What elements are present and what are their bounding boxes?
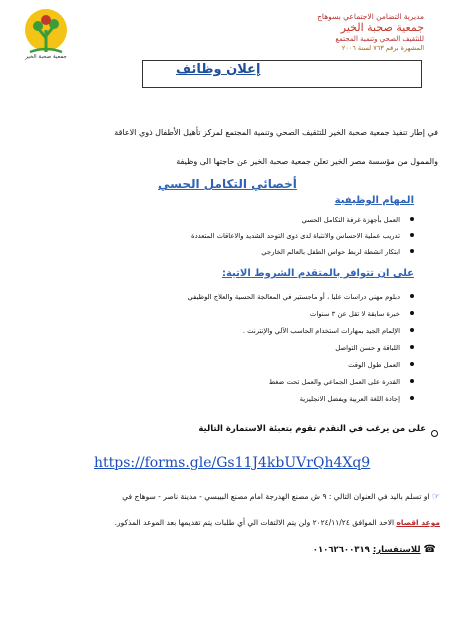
intro-line-2: والممول من مؤسسة مصر الخير تعلن جمعية صحبة الخير عن حاجتها الى وظيفة xyxy=(176,157,438,166)
contact-label: للاستفسار: xyxy=(372,545,421,555)
bullet-icon xyxy=(410,345,414,349)
registration-number: المشهرة برقم ٧٦٣ لسنة ٢٠٠٦ xyxy=(341,43,424,52)
ministry-line: مديرية التضامن الاجتماعي بسوهاج xyxy=(317,12,424,21)
list-item: اللباقة و حسن التواصل xyxy=(188,344,415,352)
bullet-icon xyxy=(410,294,414,298)
duties-heading: المهام الوظيفية xyxy=(334,195,414,206)
circle-bullet-icon xyxy=(431,430,438,437)
address-text: او تسلم باليد في العنوان التالي : ٩ ش مصنع الهدرجة امام مصنع البيبسي - مدينة ناصر - سوهاج في xyxy=(122,492,430,501)
list-item: خبرة سابقة لا تقل عن ٣ سنوات xyxy=(188,310,415,318)
bullet-icon xyxy=(410,362,414,366)
list-item: العمل طول الوقت xyxy=(188,361,415,369)
bullet-icon xyxy=(410,328,414,332)
address-line xyxy=(10,492,440,502)
organization-name: جمعية صحبة الخير xyxy=(340,21,424,35)
deadline-text: الاحد الموافق ٢٠٢٤/١١/٢٤ ولن يتم الالتفات الي أي طلبات يتم تقديمها بعد الموعد المذكور. xyxy=(114,518,395,527)
bullet-icon xyxy=(410,379,414,383)
job-title: أخصائي التكامل الحسي xyxy=(158,177,297,191)
intro-line-1: في إطار تنفيذ جمعية صحبة الخير للتثقيف الصحي وتنمية المجتمع لمركز تأهيل الأطفال ذوي الاعاقة xyxy=(114,128,438,137)
requirements-list xyxy=(188,293,415,403)
bullet-icon xyxy=(410,233,414,237)
contact-line xyxy=(313,544,436,555)
list-item: القدرة على العمل الجماعي والعمل تحت ضغط xyxy=(188,378,415,386)
contact-phone[interactable]: ٠١٠٦٢٦٠٠٣١٩ xyxy=(312,545,370,555)
deadline-line xyxy=(10,518,440,527)
list-item: دبلوم مهني دراسات عليا ، أو ماجستير في المعالجة الحسية والعلاج الوظيفي xyxy=(188,293,415,301)
tree-logo-icon xyxy=(22,8,70,60)
duties-list xyxy=(191,216,414,256)
list-item: إجادة اللغة العربية ويفضل الانجليزية xyxy=(188,395,415,403)
organization-header xyxy=(274,12,424,52)
apply-instruction: على من يرغب في التقدم تقوم بتعبئة الاستمارة التالية xyxy=(198,424,426,434)
bullet-icon xyxy=(410,217,414,221)
list-item: العمل بأجهزة غرفة التكامل الحسي xyxy=(191,216,414,224)
bullet-icon xyxy=(410,249,414,253)
requirements-heading: على ان تتوافر بالمتقدم الشروط الاتية: xyxy=(221,268,414,279)
logo-caption: جمعية صحبة الخير xyxy=(25,54,67,60)
phone-icon: ☎ xyxy=(423,544,436,555)
page-title: إعلان وظائف xyxy=(176,62,261,77)
pointing-hand-icon: ☞ xyxy=(431,492,440,502)
application-form-link[interactable]: https://forms.gle/Gs11J4kbUVrQh4Xq9 xyxy=(94,455,371,471)
deadline-label: موعد اقصاه xyxy=(396,518,440,527)
list-item: ابتكار انشطة لربط حواس الطفل بالعالم الخارجي xyxy=(191,248,414,256)
bullet-icon xyxy=(410,396,414,400)
list-item: الإلمام الجيد بمهارات استخدام الحاسب الآلي والإنترنت . xyxy=(188,327,415,335)
organization-subtitle: للتثقيف الصحي وتنمية المجتمع xyxy=(335,35,424,44)
list-item: تدريب عملية الاحساس والانتباة لدى ذوى التوحد الشديد والاعاقات المتعددة xyxy=(191,232,414,240)
bullet-icon xyxy=(410,311,414,315)
